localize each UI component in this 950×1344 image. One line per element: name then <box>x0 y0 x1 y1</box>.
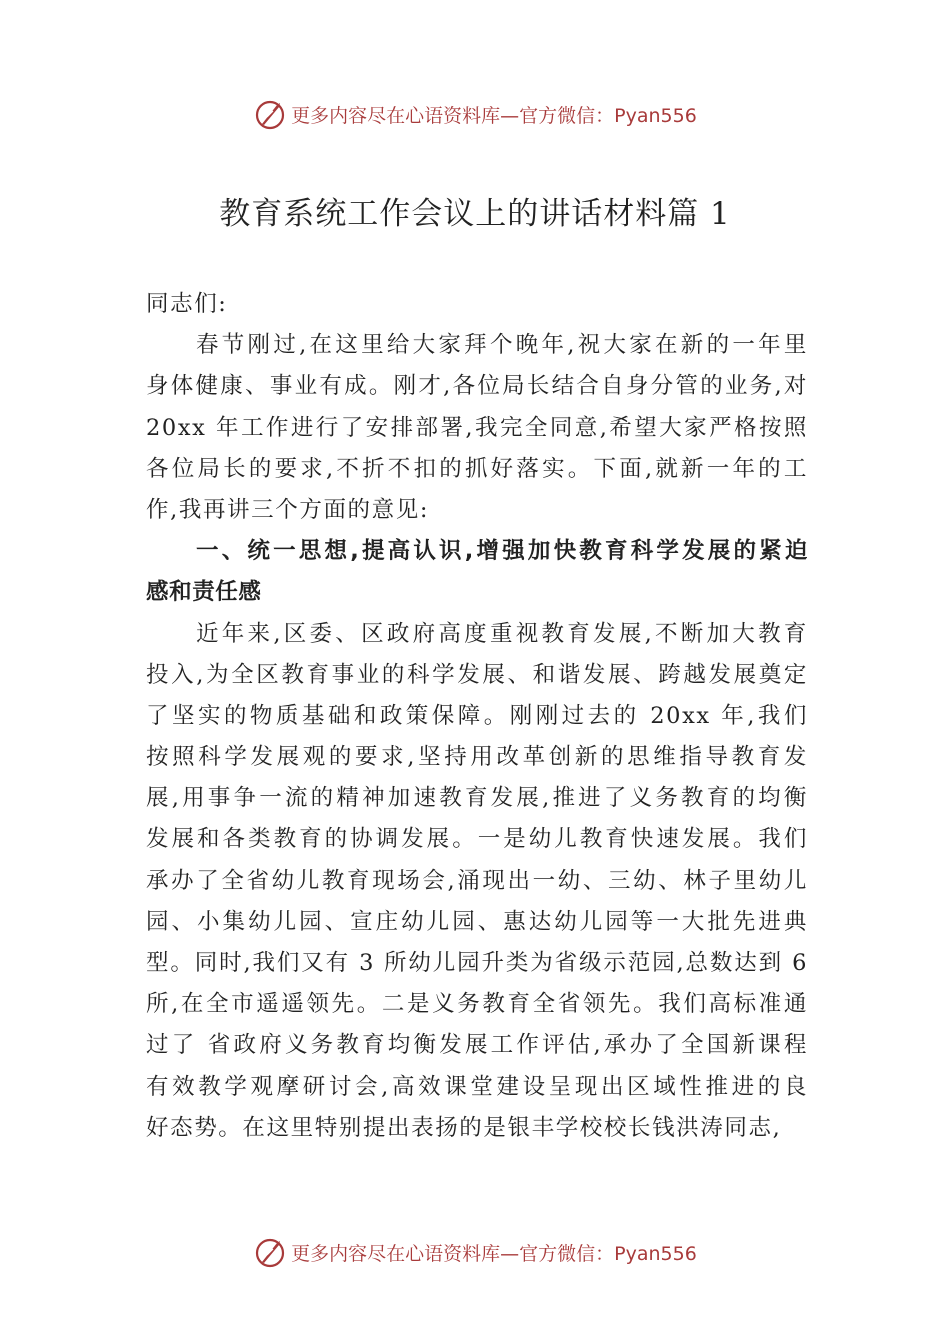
body-line: 近年来,区委、区政府高度重视教育发展,不断加大教育 <box>196 620 808 647</box>
banner-wechat-text: —官方微信：Pyan556 <box>500 1242 697 1265</box>
document-body <box>146 284 808 1149</box>
body-line: 投入,为全区教育事业的科学发展、和谐发展、跨越发展奠定 <box>146 661 808 688</box>
header-banner <box>0 94 950 134</box>
body-line: 各位局长的要求,不折不扣的抓好落实。下面,就新一年的工 <box>146 455 808 482</box>
section-heading: 感和责任感 <box>146 579 262 606</box>
body-line: 过了 省政府义务教育均衡发展工作评估,承办了全国新课程 <box>146 1032 808 1059</box>
body-line: 园、小集幼儿园、宣庄幼儿园、惠达幼儿园等一大批先进典 <box>146 908 808 935</box>
section-heading: 一、统一思想,提高认识,增强加快教育科学发展的紧迫 <box>196 538 808 565</box>
body-line: 有效教学观摩研讨会,高效课堂建设呈现出区域性推进的良 <box>146 1073 808 1100</box>
body-line: 了坚实的物质基础和政策保障。刚刚过去的 20xx 年,我们 <box>146 702 808 729</box>
salutation: 同志们: <box>146 291 228 317</box>
body-line: 身体健康、事业有成。刚才,各位局长结合自身分管的业务,对 <box>146 373 808 400</box>
banner-brand-text: 更多内容尽在心语资料库 <box>291 104 501 127</box>
body-line: 作,我再讲三个方面的意见: <box>146 496 430 523</box>
body-line: 发展和各类教育的协调发展。一是幼儿教育快速发展。我们 <box>146 826 808 853</box>
body-line: 型。同时,我们又有 3 所幼儿园升类为省级示范园,总数达到 6 <box>146 950 808 976</box>
banner-brand-text: 更多内容尽在心语资料库 <box>291 1242 501 1265</box>
body-line: 按照科学发展观的要求,坚持用改革创新的思维指导教育发 <box>146 744 808 771</box>
feather-pen-icon <box>253 1235 287 1269</box>
feather-pen-icon <box>253 97 287 131</box>
body-line: 20xx 年工作进行了安排部署,我完全同意,希望大家严格按照 <box>146 414 808 441</box>
footer-banner <box>0 1232 950 1272</box>
banner-wechat-text: —官方微信：Pyan556 <box>500 104 697 127</box>
body-line: 所,在全市遥遥领先。二是义务教育全省领先。我们高标准通 <box>146 991 808 1018</box>
body-line: 好态势。在这里特别提出表扬的是银丰学校校长钱洪涛同志, <box>146 1114 782 1141</box>
document-title: 教育系统工作会议上的讲话材料篇 1 <box>219 196 731 232</box>
body-line: 承办了全省幼儿教育现场会,涌现出一幼、三幼、林子里幼儿 <box>146 867 808 894</box>
body-line: 展,用事争一流的精神加速教育发展,推进了义务教育的均衡 <box>146 785 808 812</box>
body-line: 春节刚过,在这里给大家拜个晚年,祝大家在新的一年里 <box>196 332 808 359</box>
